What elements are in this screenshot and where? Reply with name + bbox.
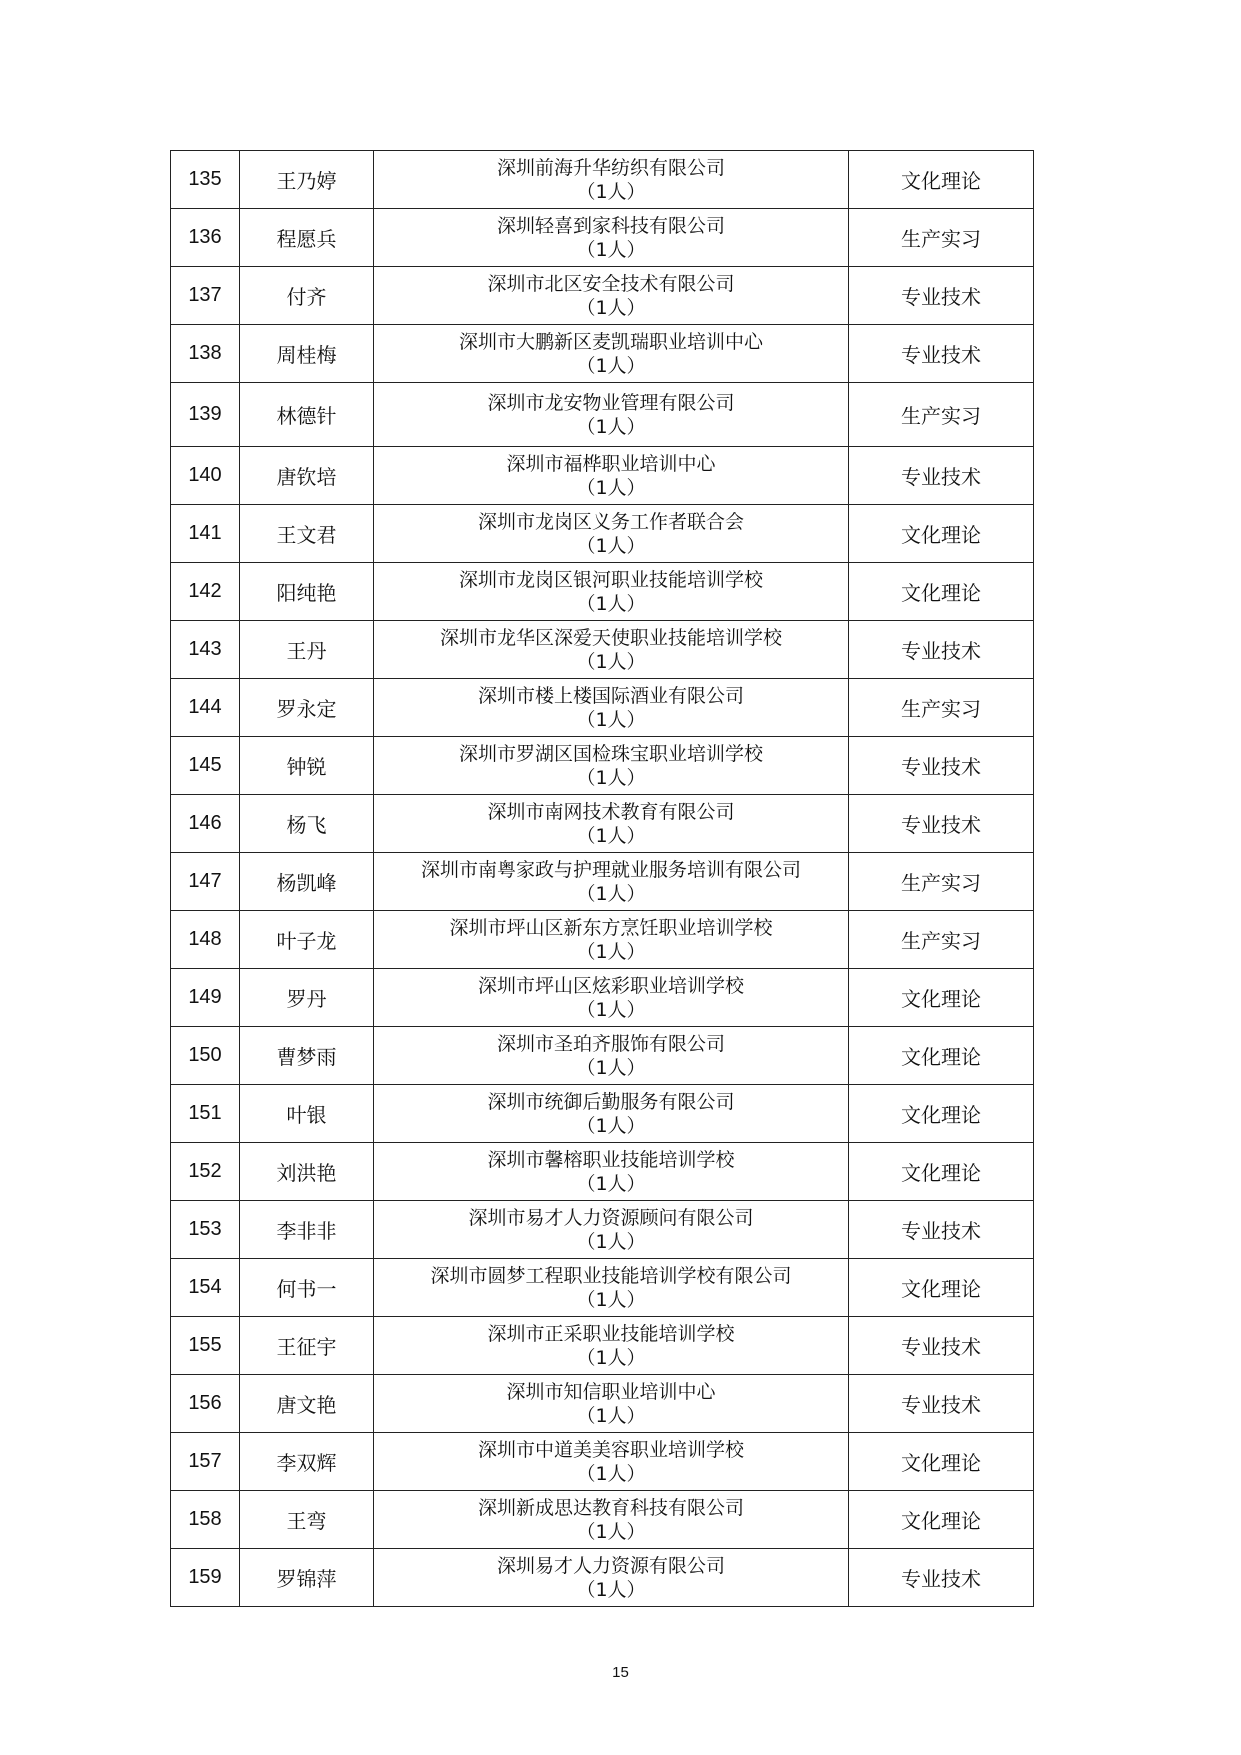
- category: 生产实习: [849, 853, 1034, 911]
- work-unit-count: （1人）: [576, 940, 646, 963]
- work-unit-count: （1人）: [576, 882, 646, 905]
- table-row: [171, 383, 1034, 447]
- work-unit-cell: [374, 325, 849, 383]
- work-unit-cell: [374, 267, 849, 325]
- work-unit-cell: [374, 447, 849, 505]
- row-number: 136: [171, 209, 240, 267]
- category: 生产实习: [849, 209, 1034, 267]
- table-row: [171, 1375, 1034, 1433]
- category: 文化理论: [849, 505, 1034, 563]
- row-number: 142: [171, 563, 240, 621]
- category: 专业技术: [849, 1375, 1034, 1433]
- work-unit-cell: [374, 209, 849, 267]
- work-unit-count: （1人）: [576, 1288, 646, 1311]
- row-number: 157: [171, 1433, 240, 1491]
- row-number: 138: [171, 325, 240, 383]
- person-name: 叶银: [240, 1085, 374, 1143]
- row-number: 146: [171, 795, 240, 853]
- row-number: 149: [171, 969, 240, 1027]
- person-name: 唐钦培: [240, 447, 374, 505]
- work-unit-name: 深圳新成思达教育科技有限公司: [477, 1496, 744, 1519]
- person-name: 林德针: [240, 383, 374, 447]
- work-unit-count: （1人）: [576, 354, 646, 377]
- table-row: [171, 1143, 1034, 1201]
- row-number: 154: [171, 1259, 240, 1317]
- work-unit-name: 深圳市易才人力资源顾问有限公司: [468, 1206, 754, 1229]
- work-unit-name: 深圳市罗湖区国检珠宝职业培训学校: [458, 742, 763, 765]
- row-number: 148: [171, 911, 240, 969]
- category: 专业技术: [849, 1317, 1034, 1375]
- row-number: 137: [171, 267, 240, 325]
- row-number: 141: [171, 505, 240, 563]
- category: 文化理论: [849, 151, 1034, 209]
- category: 文化理论: [849, 969, 1034, 1027]
- work-unit-name: 深圳市圆梦工程职业技能培训学校有限公司: [430, 1264, 792, 1287]
- work-unit-name: 深圳市北区安全技术有限公司: [487, 272, 735, 295]
- work-unit-name: 深圳市龙华区深爱天使职业技能培训学校: [439, 626, 782, 649]
- work-unit-name: 深圳市圣珀齐服饰有限公司: [496, 1032, 725, 1055]
- row-number: 156: [171, 1375, 240, 1433]
- work-unit-cell: [374, 505, 849, 563]
- roster-table-body: [171, 151, 1034, 1607]
- work-unit-name: 深圳市中道美美容职业培训学校: [477, 1438, 744, 1461]
- row-number: 158: [171, 1491, 240, 1549]
- person-name: 王弯: [240, 1491, 374, 1549]
- person-name: 何书一: [240, 1259, 374, 1317]
- person-name: 王乃婷: [240, 151, 374, 209]
- work-unit-name: 深圳市南网技术教育有限公司: [487, 800, 735, 823]
- work-unit-name: 深圳市知信职业培训中心: [506, 1380, 716, 1403]
- row-number: 140: [171, 447, 240, 505]
- work-unit-name: 深圳市统御后勤服务有限公司: [487, 1090, 735, 1113]
- work-unit-name: 深圳市龙岗区银河职业技能培训学校: [458, 568, 763, 591]
- category: 文化理论: [849, 1433, 1034, 1491]
- table-row: [171, 505, 1034, 563]
- work-unit-cell: [374, 563, 849, 621]
- work-unit-count: （1人）: [576, 1520, 646, 1543]
- page-number: 15: [612, 1664, 629, 1681]
- person-name: 阳纯艳: [240, 563, 374, 621]
- category: 专业技术: [849, 1549, 1034, 1607]
- person-name: 刘洪艳: [240, 1143, 374, 1201]
- person-name: 杨凯峰: [240, 853, 374, 911]
- person-name: 唐文艳: [240, 1375, 374, 1433]
- row-number: 139: [171, 383, 240, 447]
- category: 专业技术: [849, 447, 1034, 505]
- work-unit-cell: [374, 911, 849, 969]
- category: 生产实习: [849, 911, 1034, 969]
- table-row: [171, 1027, 1034, 1085]
- table-row: [171, 325, 1034, 383]
- work-unit-count: （1人）: [576, 766, 646, 789]
- person-name: 李双辉: [240, 1433, 374, 1491]
- table-row: [171, 563, 1034, 621]
- category: 生产实习: [849, 383, 1034, 447]
- work-unit-count: （1人）: [576, 180, 646, 203]
- table-row: [171, 1433, 1034, 1491]
- category: 专业技术: [849, 621, 1034, 679]
- work-unit-cell: [374, 795, 849, 853]
- person-name: 程愿兵: [240, 209, 374, 267]
- category: 文化理论: [849, 1491, 1034, 1549]
- work-unit-count: （1人）: [576, 296, 646, 319]
- table-row: [171, 1201, 1034, 1259]
- work-unit-cell: [374, 1027, 849, 1085]
- work-unit-name: 深圳市正采职业技能培训学校: [487, 1322, 735, 1345]
- category: 专业技术: [849, 795, 1034, 853]
- work-unit-count: （1人）: [576, 1578, 646, 1601]
- row-number: 145: [171, 737, 240, 795]
- work-unit-count: （1人）: [576, 1346, 646, 1369]
- work-unit-count: （1人）: [576, 476, 646, 499]
- work-unit-cell: [374, 1085, 849, 1143]
- work-unit-name: 深圳市馨榕职业技能培训学校: [487, 1148, 735, 1171]
- person-name: 杨飞: [240, 795, 374, 853]
- row-number: 152: [171, 1143, 240, 1201]
- person-name: 曹梦雨: [240, 1027, 374, 1085]
- work-unit-count: （1人）: [576, 534, 646, 557]
- category: 生产实习: [849, 679, 1034, 737]
- person-name: 李非非: [240, 1201, 374, 1259]
- work-unit-name: 深圳前海升华纺织有限公司: [496, 156, 725, 179]
- category: 文化理论: [849, 1085, 1034, 1143]
- person-name: 付齐: [240, 267, 374, 325]
- table-row: [171, 911, 1034, 969]
- table-row: [171, 447, 1034, 505]
- row-number: 144: [171, 679, 240, 737]
- work-unit-name: 深圳轻喜到家科技有限公司: [496, 214, 725, 237]
- work-unit-cell: [374, 1143, 849, 1201]
- work-unit-count: （1人）: [576, 998, 646, 1021]
- work-unit-cell: [374, 1375, 849, 1433]
- work-unit-name: 深圳市龙安物业管理有限公司: [487, 391, 735, 414]
- row-number: 135: [171, 151, 240, 209]
- person-name: 王丹: [240, 621, 374, 679]
- work-unit-count: （1人）: [576, 1404, 646, 1427]
- work-unit-count: （1人）: [576, 1230, 646, 1253]
- work-unit-name: 深圳市坪山区新东方烹饪职业培训学校: [449, 916, 773, 939]
- person-name: 王文君: [240, 505, 374, 563]
- work-unit-name: 深圳市楼上楼国际酒业有限公司: [477, 684, 744, 707]
- category: 文化理论: [849, 1259, 1034, 1317]
- table-row: [171, 1491, 1034, 1549]
- person-name: 罗永定: [240, 679, 374, 737]
- work-unit-cell: [374, 383, 849, 447]
- work-unit-cell: [374, 1201, 849, 1259]
- person-name: 周桂梅: [240, 325, 374, 383]
- work-unit-count: （1人）: [576, 238, 646, 261]
- work-unit-cell: [374, 1491, 849, 1549]
- row-number: 150: [171, 1027, 240, 1085]
- table-row: [171, 209, 1034, 267]
- row-number: 143: [171, 621, 240, 679]
- work-unit-count: （1人）: [576, 415, 646, 438]
- person-name: 王征宇: [240, 1317, 374, 1375]
- work-unit-count: （1人）: [576, 1172, 646, 1195]
- table-row: [171, 621, 1034, 679]
- work-unit-count: （1人）: [576, 1056, 646, 1079]
- table-row: [171, 1085, 1034, 1143]
- work-unit-cell: [374, 679, 849, 737]
- work-unit-cell: [374, 969, 849, 1027]
- work-unit-count: （1人）: [576, 1462, 646, 1485]
- work-unit-name: 深圳市福桦职业培训中心: [506, 452, 716, 475]
- work-unit-cell: [374, 1433, 849, 1491]
- work-unit-name: 深圳易才人力资源有限公司: [496, 1554, 725, 1577]
- row-number: 151: [171, 1085, 240, 1143]
- work-unit-count: （1人）: [576, 592, 646, 615]
- roster-table: [170, 150, 1034, 1607]
- category: 专业技术: [849, 737, 1034, 795]
- category: 文化理论: [849, 1143, 1034, 1201]
- table-row: [171, 1317, 1034, 1375]
- person-name: 叶子龙: [240, 911, 374, 969]
- work-unit-count: （1人）: [576, 824, 646, 847]
- work-unit-count: （1人）: [576, 708, 646, 731]
- work-unit-cell: [374, 151, 849, 209]
- table-row: [171, 679, 1034, 737]
- person-name: 钟锐: [240, 737, 374, 795]
- row-number: 159: [171, 1549, 240, 1607]
- work-unit-count: （1人）: [576, 1114, 646, 1137]
- work-unit-cell: [374, 1317, 849, 1375]
- work-unit-name: 深圳市大鹏新区麦凯瑞职业培训中心: [458, 330, 763, 353]
- category: 专业技术: [849, 325, 1034, 383]
- work-unit-name: 深圳市南粤家政与护理就业服务培训有限公司: [420, 858, 801, 881]
- row-number: 147: [171, 853, 240, 911]
- work-unit-count: （1人）: [576, 650, 646, 673]
- person-name: 罗丹: [240, 969, 374, 1027]
- table-row: [171, 151, 1034, 209]
- category: 专业技术: [849, 267, 1034, 325]
- table-row: [171, 853, 1034, 911]
- table-row: [171, 737, 1034, 795]
- work-unit-name: 深圳市坪山区炫彩职业培训学校: [477, 974, 744, 997]
- category: 文化理论: [849, 1027, 1034, 1085]
- work-unit-cell: [374, 737, 849, 795]
- category: 文化理论: [849, 563, 1034, 621]
- table-row: [171, 267, 1034, 325]
- category: 专业技术: [849, 1201, 1034, 1259]
- table-row: [171, 795, 1034, 853]
- work-unit-cell: [374, 1259, 849, 1317]
- work-unit-cell: [374, 621, 849, 679]
- person-name: 罗锦萍: [240, 1549, 374, 1607]
- work-unit-cell: [374, 853, 849, 911]
- work-unit-name: 深圳市龙岗区义务工作者联合会: [477, 510, 744, 533]
- table-row: [171, 1259, 1034, 1317]
- row-number: 155: [171, 1317, 240, 1375]
- row-number: 153: [171, 1201, 240, 1259]
- work-unit-cell: [374, 1549, 849, 1607]
- table-row: [171, 1549, 1034, 1607]
- table-row: [171, 969, 1034, 1027]
